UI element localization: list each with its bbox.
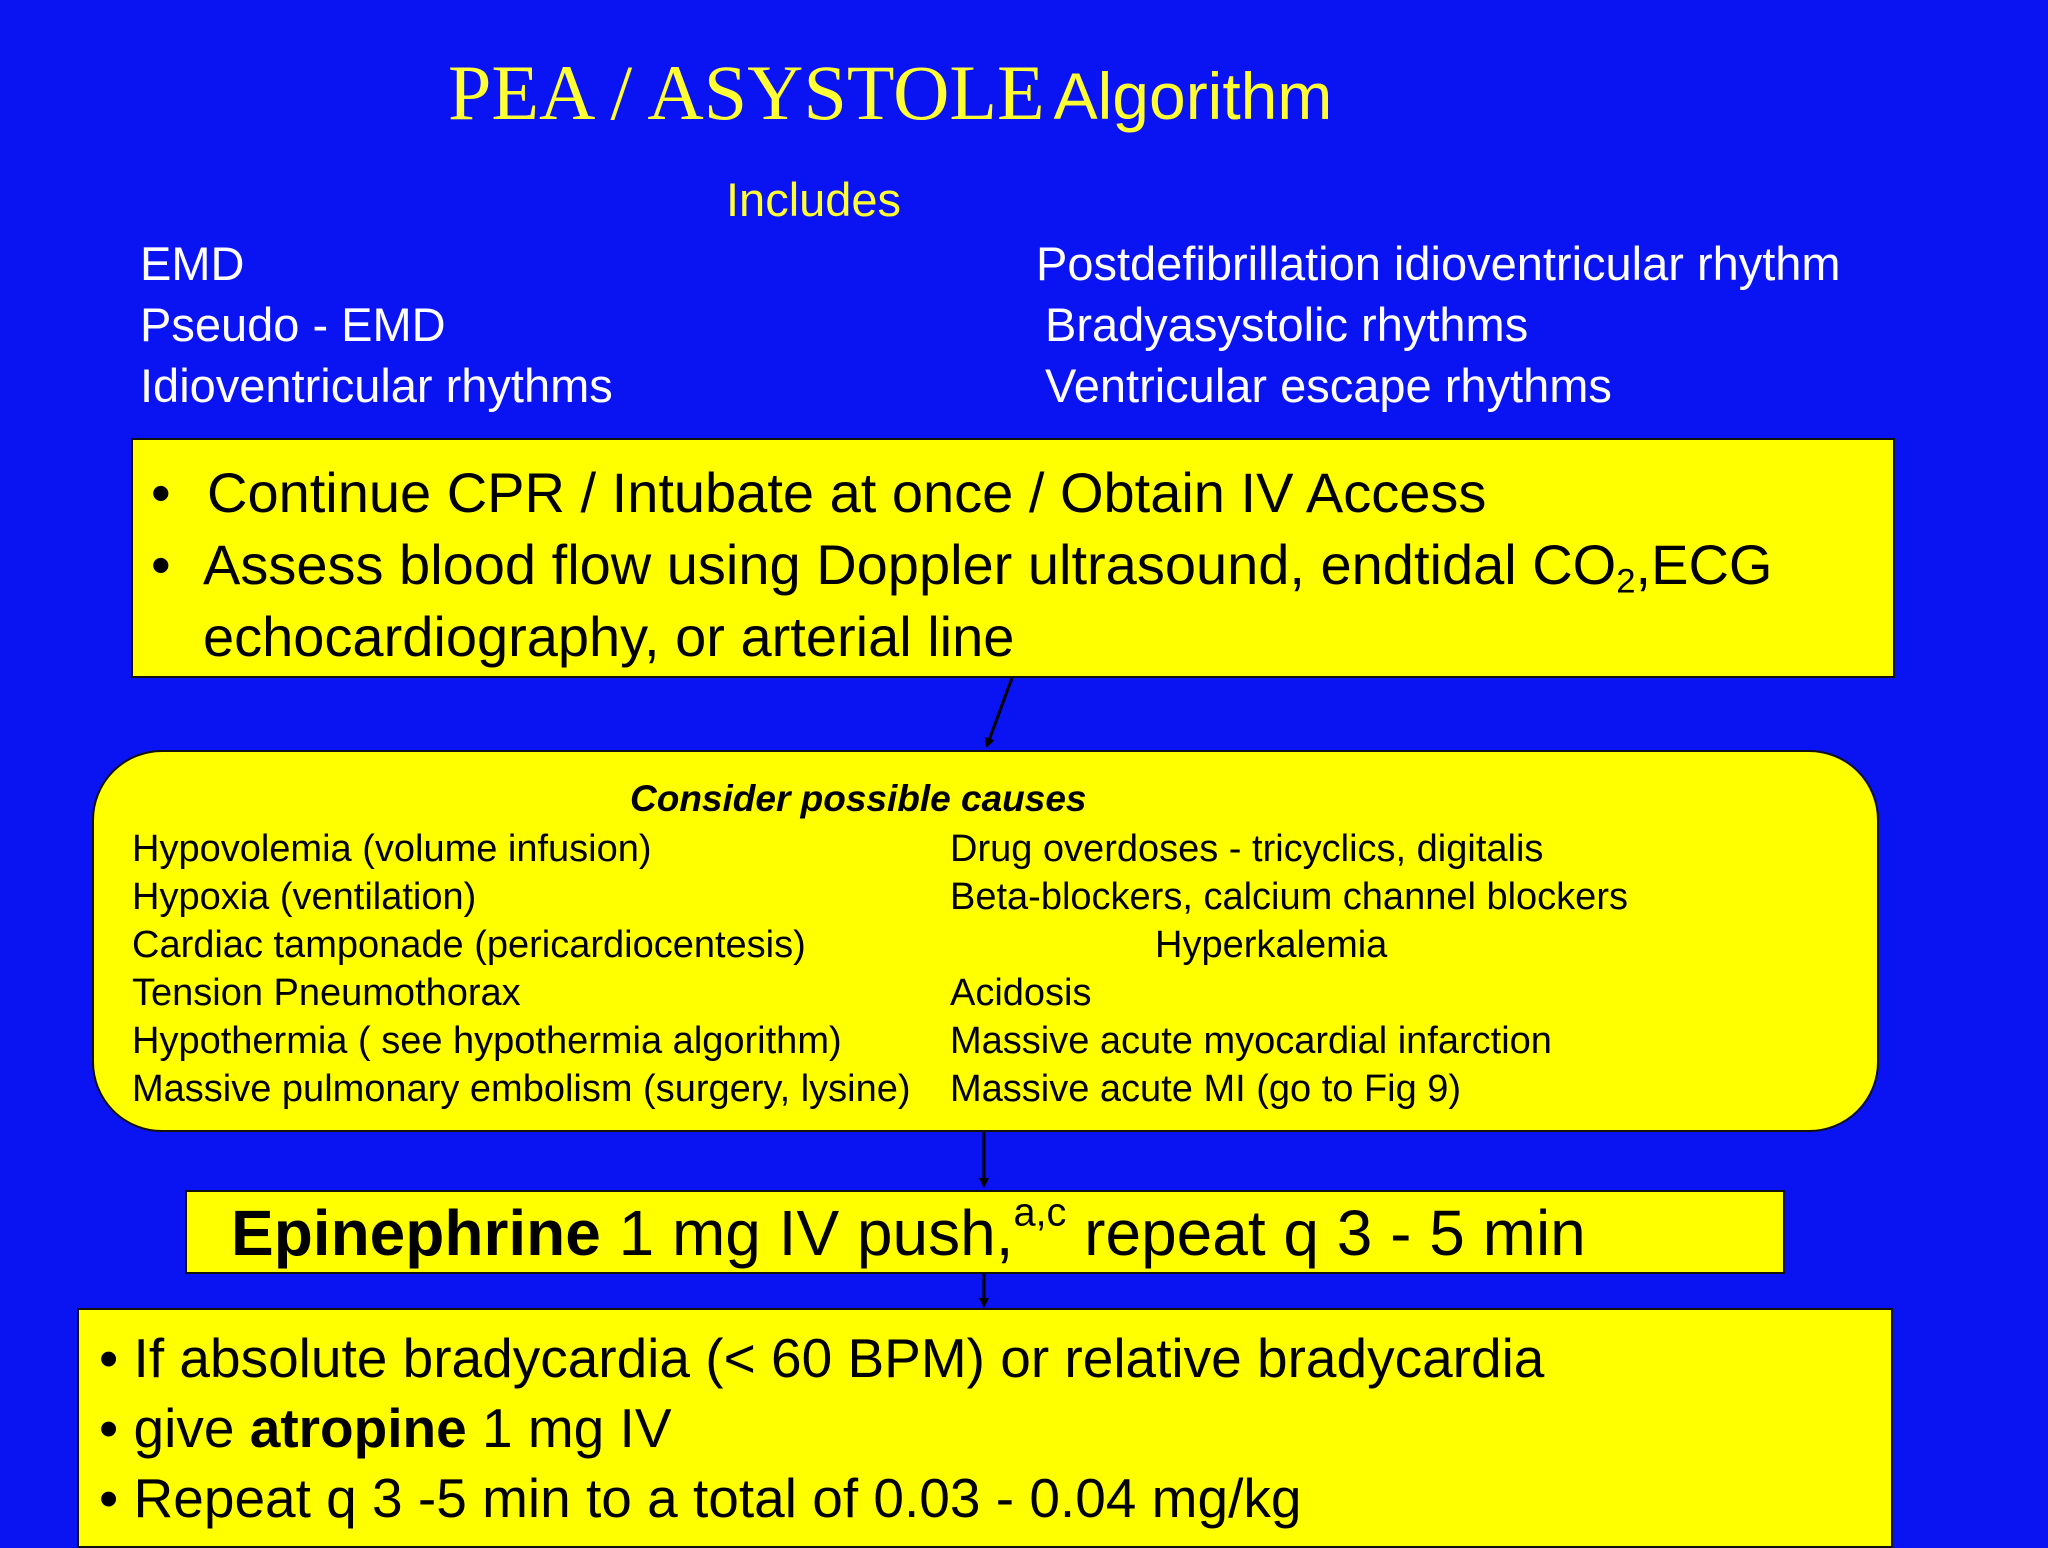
cause-item: Hyperkalemia xyxy=(1155,924,1388,966)
atropine-repeat-line: • Repeat q 3 -5 min to a total of 0.03 - 0.04 mg/kg xyxy=(99,1467,1302,1529)
cause-item: Massive acute MI (go to Fig 9) xyxy=(950,1068,1462,1110)
title-part2: Algorithm xyxy=(1053,59,1333,133)
includes-left-1: EMD xyxy=(140,237,245,290)
bullet-1: • xyxy=(151,461,171,524)
cause-item: Massive pulmonary embolism (surgery, lysine) xyxy=(132,1068,911,1110)
causes-left-column xyxy=(132,825,911,1113)
bullet-2: • xyxy=(151,533,171,596)
includes-label: Includes xyxy=(726,173,902,226)
epinephrine-box xyxy=(185,1190,1785,1274)
causes-heading: Consider possible causes xyxy=(630,778,1087,819)
includes-left-3: Idioventricular rhythms xyxy=(140,359,613,412)
title-part1: PEA / ASYSTOLE xyxy=(448,49,1045,136)
cause-item: Beta-blockers, calcium channel blockers xyxy=(950,876,1628,918)
epinephrine-instruction: Epinephrine 1 mg IV push,$^{a,c}$ repeat q 3 - 5 min xyxy=(231,1190,1586,1269)
cpr-access-box xyxy=(131,438,1895,678)
includes-right-1: Postdefibrillation idioventricular rhythm xyxy=(1036,237,1841,290)
cause-item: Massive acute myocardial infarction xyxy=(950,1020,1552,1062)
blood-flow-instruction: Assess blood flow using Doppler ultrasound, endtidal $CO_2,ECG$ xyxy=(203,533,1773,601)
cause-item: Tension Pneumothorax xyxy=(132,972,521,1014)
includes-right-2: Bradyasystolic rhythms xyxy=(1045,298,1529,351)
cause-item: Hypovolemia (volume infusion) xyxy=(132,828,652,870)
cause-item: Hypothermia ( see hypothermia algorithm) xyxy=(132,1020,842,1062)
cause-item: Hypoxia (ventilation) xyxy=(132,876,477,918)
cpr-instruction: Continue CPR / Intubate at once / Obtain IV Access xyxy=(207,461,1487,524)
includes-right-3: Ventricular escape rhythms xyxy=(1045,359,1612,412)
causes-right-column xyxy=(950,825,1628,1113)
atropine-box xyxy=(77,1308,1893,1548)
possible-causes-box xyxy=(92,750,1879,1132)
cause-item: Acidosis xyxy=(950,972,1092,1014)
blood-flow-instruction-cont: echocardiography, or arterial line xyxy=(203,605,1015,668)
bradycardia-line: • If absolute bradycardia (< 60 BPM) or relative bradycardia xyxy=(99,1327,1545,1389)
atropine-dose-line: • give atropine 1 mg IV xyxy=(99,1397,672,1459)
arrow-1 xyxy=(987,678,1012,746)
includes-left-2: Pseudo - EMD xyxy=(140,298,446,351)
cause-item: Cardiac tamponade (pericardiocentesis) xyxy=(132,924,806,966)
cause-item: Drug overdoses - tricyclics, digitalis xyxy=(950,828,1544,870)
